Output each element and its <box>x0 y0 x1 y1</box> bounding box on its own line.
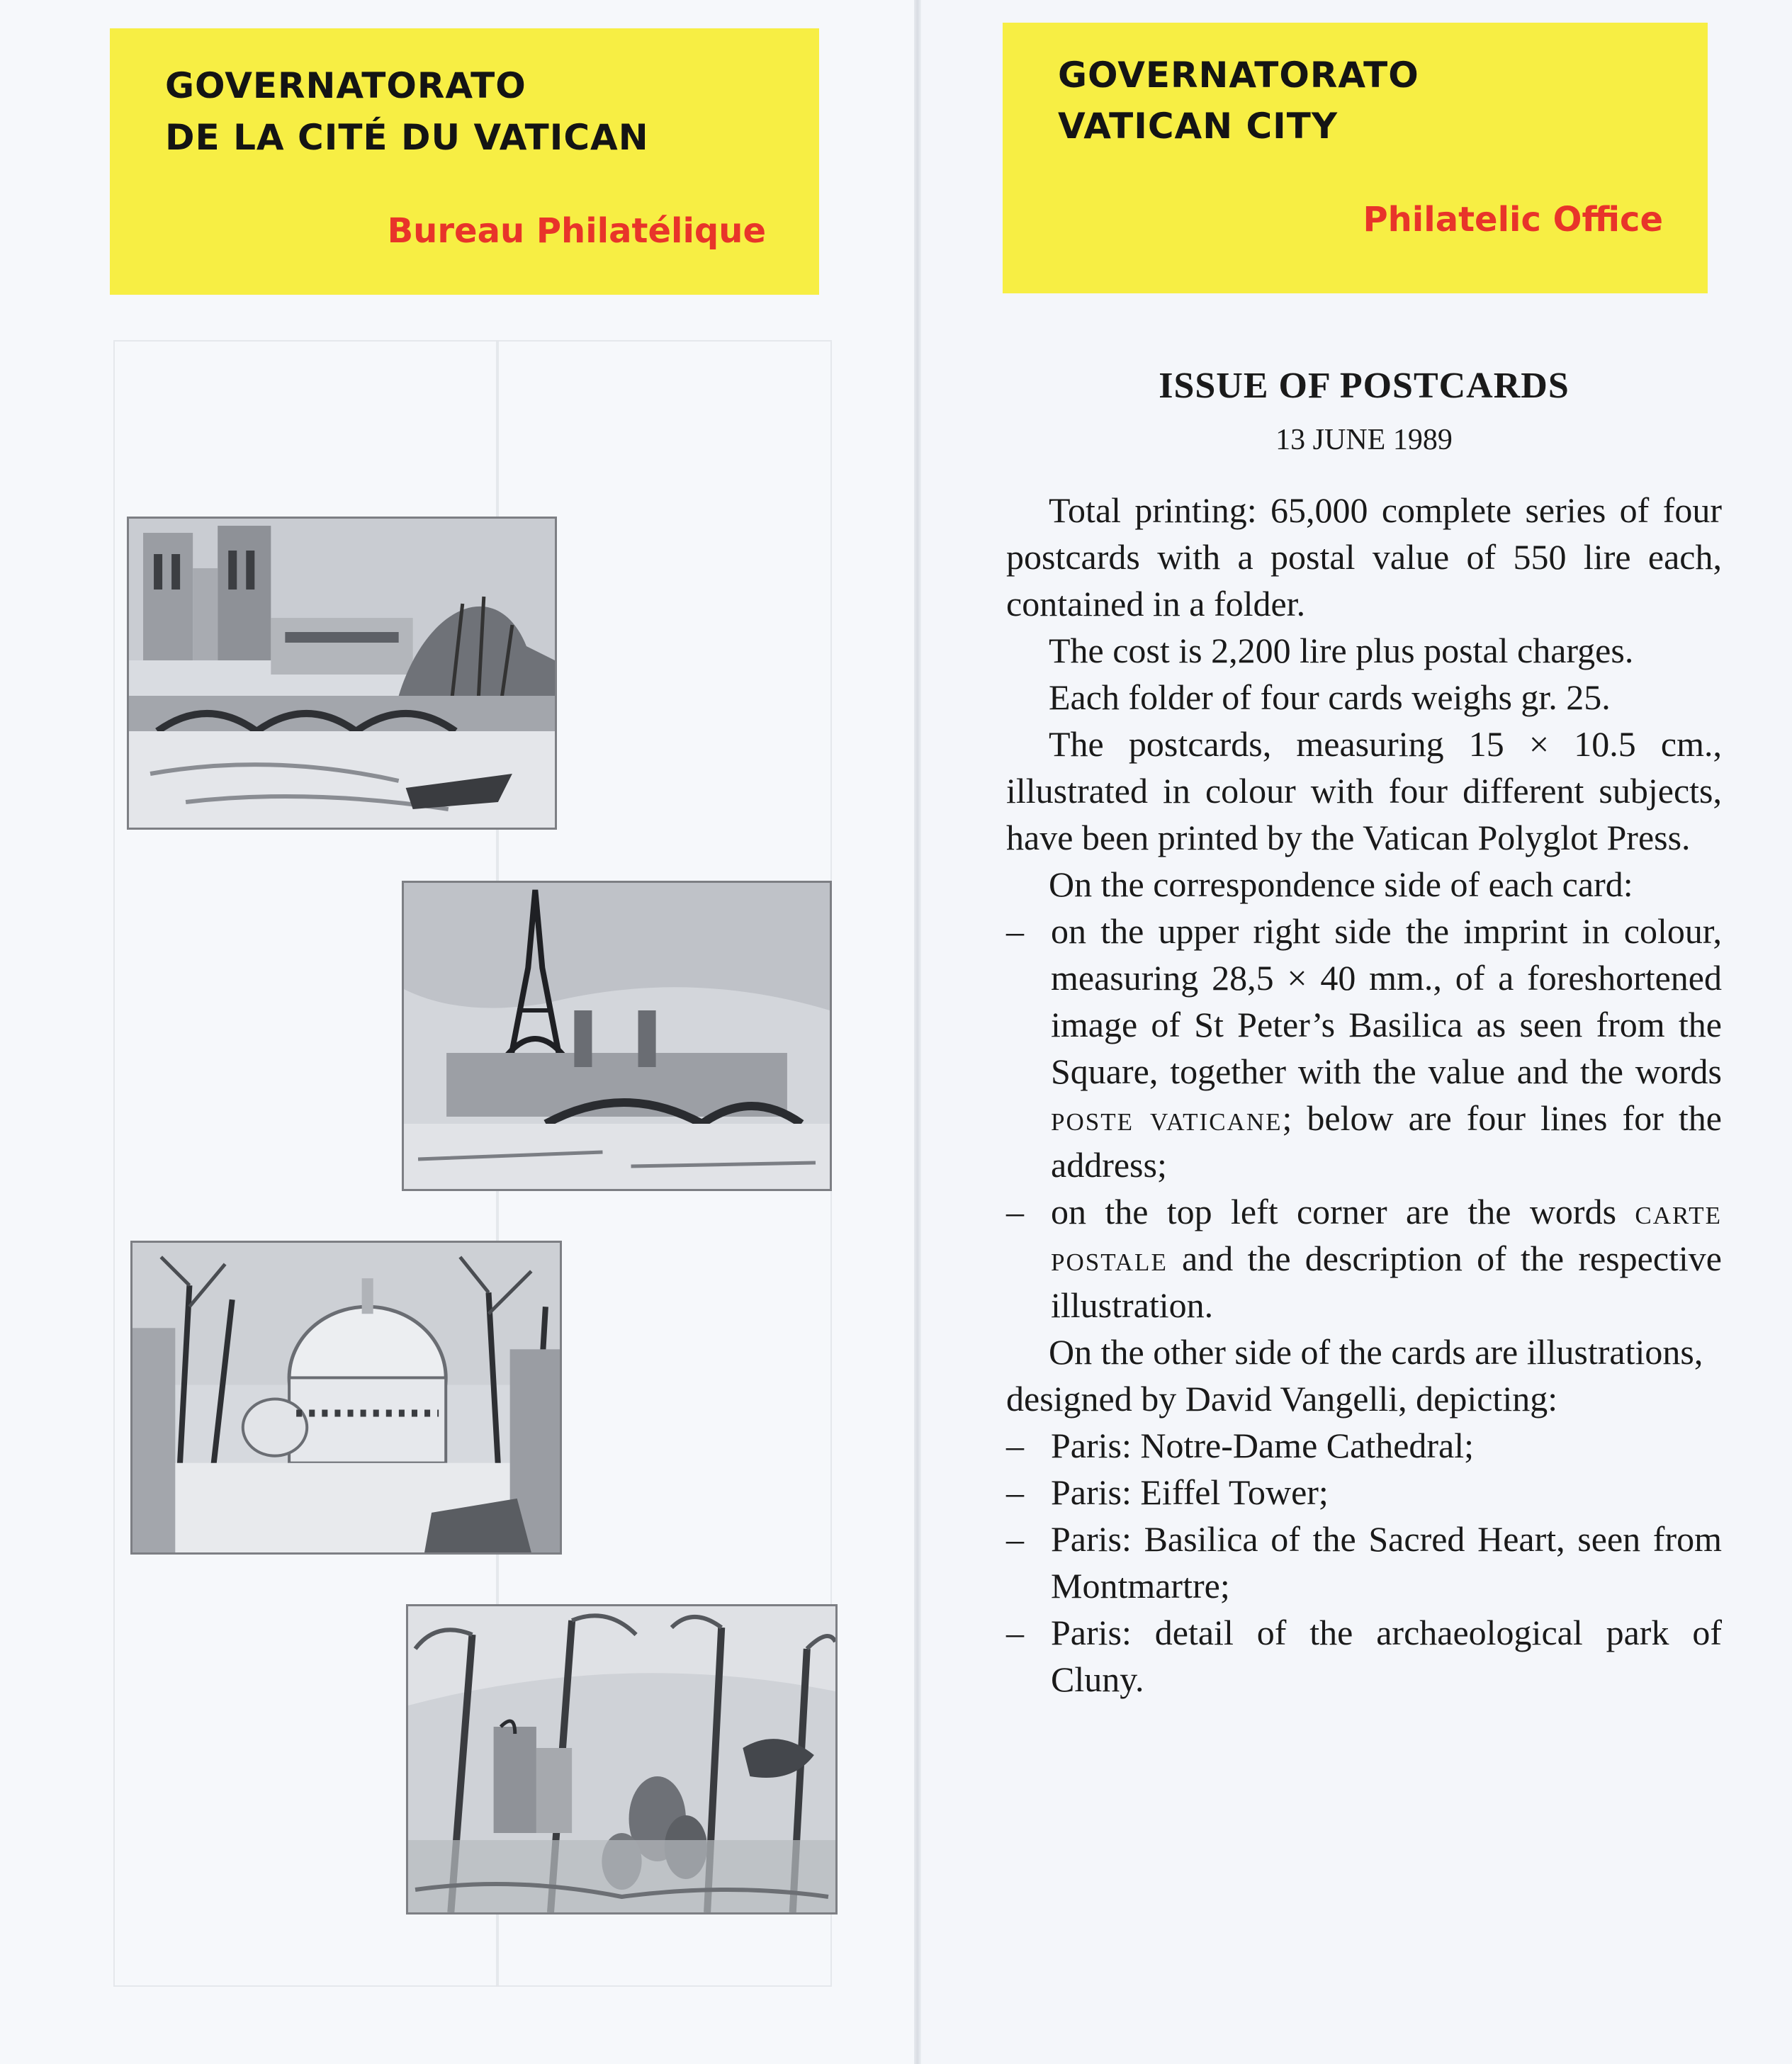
subject-eiffel-tower: Paris: Eiffel Tower; <box>1051 1472 1329 1512</box>
notre-dame-illustration <box>127 517 557 830</box>
subject-cluny: Paris: detail of the archaeological park of Cluny. <box>1051 1613 1722 1699</box>
right-banner <box>1003 23 1708 293</box>
dash-marker: – <box>1006 911 1024 951</box>
subject-sacred-heart: Paris: Basilica of the Sacred Heart, seen from Montmartre; <box>1051 1519 1722 1606</box>
weight-paragraph: Each folder of four cards weighs gr. 25. <box>1049 677 1611 717</box>
postcard-details-paragraph: The postcards, measuring 15 × 10.5 cm., illustrated in colour with four different subjects, have been printed by the Vatican Polyglot Press. <box>1006 724 1722 857</box>
banner-title-line2: DE LA CITÉ DU VATICAN <box>165 117 649 158</box>
page-title: ISSUE OF POSTCARDS <box>1159 366 1570 406</box>
small-caps-words: poste vaticane <box>1051 1098 1283 1138</box>
banner-office-label: Philatelic Office <box>1363 200 1663 239</box>
list-item <box>1006 1422 1722 1469</box>
illustrations-paragraph: On the other side of the cards are illustrations, designed by David Vangelli, depicting: <box>1006 1332 1703 1419</box>
small-caps-words: carte postale <box>1051 1192 1722 1278</box>
dash-marker: – <box>1006 1426 1024 1465</box>
list-item <box>1006 1609 1722 1703</box>
page-fold <box>914 0 921 2064</box>
list-item <box>1006 908 1722 1188</box>
dash-marker: – <box>1006 1613 1024 1652</box>
cost-paragraph: The cost is 2,200 lire plus postal charges. <box>1049 631 1634 670</box>
correspondence-side-intro: On the correspondence side of each card: <box>1049 864 1633 904</box>
issue-date: 13 JUNE 1989 <box>1275 424 1453 456</box>
printing-paragraph: Total printing: 65,000 complete series of four postcards with a postal value of 550 lire each, contained in a folder. <box>1006 490 1722 624</box>
dash-marker: – <box>1006 1519 1024 1559</box>
address-lines-note: ; below are four lines for the address; <box>1051 1098 1722 1185</box>
banner-office-label: Bureau Philatélique <box>387 211 766 251</box>
dash-marker: – <box>1006 1472 1024 1512</box>
dash-marker: – <box>1006 1192 1024 1231</box>
list-item <box>1006 1516 1722 1609</box>
banner-title-line1: GOVERNATORATO <box>165 65 526 106</box>
subject-notre-dame: Paris: Notre-Dame Cathedral; <box>1051 1426 1475 1465</box>
banner-title-line1: GOVERNATORATO <box>1058 55 1419 96</box>
banner-title-line2: VATICAN CITY <box>1058 106 1339 147</box>
left-banner <box>110 28 819 295</box>
eiffel-tower-illustration <box>402 881 832 1191</box>
top-left-corner-note: on the top left corner are the words <box>1051 1192 1617 1231</box>
list-item <box>1006 1188 1722 1329</box>
sacred-heart-illustration <box>130 1241 562 1555</box>
announcement-body <box>1006 487 1722 1703</box>
list-item <box>1006 1469 1722 1516</box>
imprint-description: on the upper right side the imprint in colour, measuring 28,5 × 40 mm., of a foreshortened image of St Peter’s Basilica as seen from the Square, together with the value and the words <box>1051 911 1722 1091</box>
cluny-park-illustration <box>406 1604 838 1914</box>
description-note: and the description of the respective illustration. <box>1051 1239 1722 1325</box>
